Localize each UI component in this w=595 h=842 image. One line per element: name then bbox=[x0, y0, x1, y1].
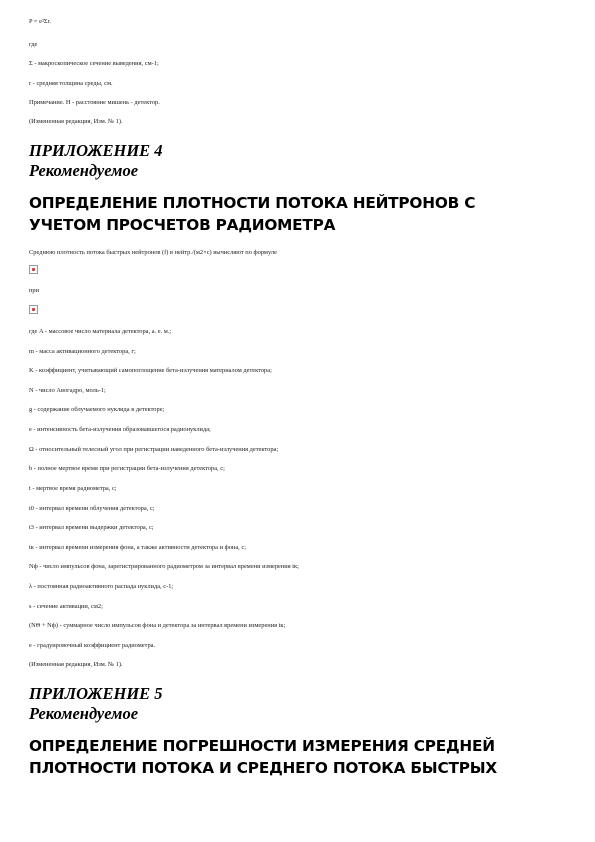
def-item: t0 - интервал времени облучения детектора, с; bbox=[29, 505, 155, 512]
appendix5-title-line2: ПЛОТНОСТИ ПОТОКА И СРЕДНЕГО ПОТОКА БЫСТРЫХ bbox=[29, 759, 497, 777]
def-item: e - градуировочный коэффициент радиометра. bbox=[29, 642, 156, 649]
def-item: tк - интервал времени измерения фона, а также активности детектора и фона, с; bbox=[29, 544, 246, 551]
appendix4-title-line1: ОПРЕДЕЛЕНИЕ ПЛОТНОСТИ ПОТОКА НЕЙТРОНОВ С bbox=[29, 194, 476, 212]
appendix4-heading: ПРИЛОЖЕНИЕ 4 bbox=[29, 141, 163, 160]
def-item: K - коэффициент, учитывающий самопоглощение бета-излучения материалом детектора; bbox=[29, 367, 272, 374]
definition-sigma: Σ - макроскопическое сечение выведения, см-1; bbox=[29, 60, 159, 67]
appendix5-subheading: Рекомендуемое bbox=[29, 704, 139, 723]
definition-r: r - средняя толщина среды, см. bbox=[29, 80, 113, 87]
appendix4-subheading: Рекомендуемое bbox=[29, 161, 139, 180]
appendix5-title-line1: ОПРЕДЕЛЕНИЕ ПОГРЕШНОСТИ ИЗМЕРЕНИЯ СРЕДНЕЙ bbox=[29, 737, 495, 755]
def-item: где A - массовое число материала детектора, а. е. м.; bbox=[29, 328, 172, 335]
def-item: t3 - интервал времени выдержки детектора, с; bbox=[29, 524, 154, 531]
intro-text: Среднюю плотность потока быстрых нейтронов (f) в нейтр./(м2×с) вычисляют по формуле bbox=[29, 249, 277, 256]
appendix5-heading: ПРИЛОЖЕНИЕ 5 bbox=[29, 684, 163, 703]
def-item: t - мертвое время радиометра, с; bbox=[29, 485, 117, 492]
def-item: (NΘ + Nф) - суммарное число импульсов фона и детектора за интервал времени измерения tк; bbox=[29, 622, 286, 629]
broken-image-icon bbox=[29, 305, 38, 314]
revision-note: (Измененная редакция, Изм. № 1). bbox=[29, 118, 123, 125]
def-item: g - содержание облучаемого нуклида в детекторе; bbox=[29, 406, 165, 413]
def-item: m - масса активационного детектора, г; bbox=[29, 348, 136, 355]
appendix4-title-line2: УЧЕТОМ ПРОСЧЕТОВ РАДИОМЕТРА bbox=[29, 216, 336, 234]
revision-note: (Измененная редакция, Изм. № 1). bbox=[29, 661, 123, 668]
def-item: Ω - относительный телесный угол при регистрации наведенного бета-излучения детектора; bbox=[29, 446, 279, 453]
def-item: Nф - число импульсов фона, зарегистрированного радиометром за интервал времени измерения tк; bbox=[29, 563, 299, 570]
def-item: b - полное мертвое время при регистрации бета-излучения детектора, с; bbox=[29, 465, 225, 472]
broken-image-icon bbox=[29, 265, 38, 274]
note-h: Примечание. H - расстояние мишень - детектор. bbox=[29, 99, 160, 106]
formula-line: P = e²Σr. bbox=[29, 18, 51, 25]
pri-label: при bbox=[29, 287, 40, 294]
def-item: e - интенсивность бета-излучения образовавшегося радионуклида; bbox=[29, 426, 211, 433]
def-item: λ - постоянная радиоактивного распада нуклида, с-1; bbox=[29, 583, 174, 590]
def-item: N - число Авогадро, моль-1; bbox=[29, 387, 106, 394]
where-label: где bbox=[29, 41, 38, 48]
def-item: s - сечение активации, см2; bbox=[29, 603, 103, 610]
